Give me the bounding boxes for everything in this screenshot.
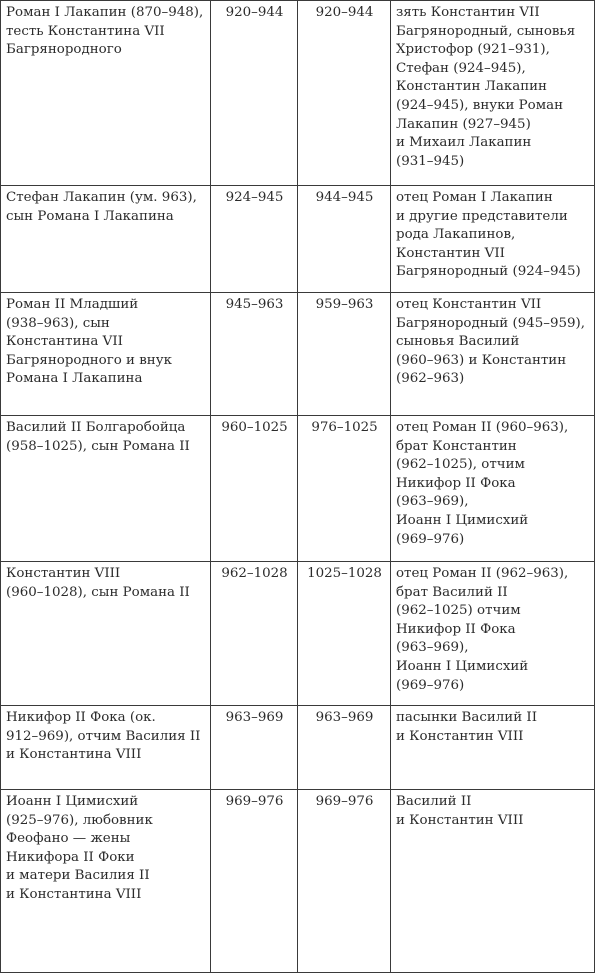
ruler-line: Стефан Лакапин (ум. 963),: [6, 190, 197, 205]
ruler-cell: [1, 186, 211, 293]
relations-line: (931–945): [396, 153, 465, 169]
ruler-line: сын Романа I Лакапина: [6, 208, 174, 224]
ruler-line: (938–963), сын: [6, 315, 110, 331]
relations-line: Лакапин (927–945): [396, 116, 531, 132]
relations-line: (962–1025), отчим: [396, 457, 525, 473]
table-row: [1, 293, 595, 416]
sole-reign-years-cell: 963–969: [298, 706, 391, 790]
ruler-line: Никифора II Фоки: [6, 849, 135, 865]
ruler-cell: [1, 293, 211, 416]
relations-line: Багрянородный, сыновья: [396, 23, 576, 39]
relations-line: (969–976): [396, 677, 465, 693]
ruler-cell: [1, 562, 211, 706]
relations-line: отец Роман II (962–963),: [396, 566, 569, 581]
sole-reign-years-cell: 920–944: [298, 1, 391, 186]
relations-line: Василий II: [396, 794, 472, 809]
relations-line: пасынки Василий II: [396, 710, 537, 725]
ruler-line: Константина VII: [6, 334, 123, 350]
table-row: [1, 706, 595, 790]
reign-years-cell: 945–963: [211, 293, 298, 416]
relations-line: (962–963): [396, 371, 465, 387]
relations-line: сыновья Василий: [396, 334, 520, 350]
ruler-line: Романа I Лакапина: [6, 371, 143, 387]
relations-line: брат Василий II: [396, 584, 508, 600]
relations-line: брат Константин: [396, 438, 517, 454]
sole-reign-years-cell: 1025–1028: [298, 562, 391, 706]
table-row: [1, 562, 595, 706]
relations-line: Никифор II Фока: [396, 475, 516, 491]
relations-line: (960–963) и Константин: [396, 352, 567, 368]
reign-years-cell: 920–944: [211, 1, 298, 186]
relations-line: (963–969),: [396, 640, 469, 656]
sole-reign-years-cell: 976–1025: [298, 416, 391, 562]
relations-cell: [391, 790, 595, 973]
relations-cell: [391, 293, 595, 416]
relations-line: (969–976): [396, 531, 465, 547]
ruler-cell: [1, 706, 211, 790]
relations-line: и другие представители: [396, 208, 568, 224]
relations-line: Иоанн I Цимисхий: [396, 512, 529, 528]
relations-cell: [391, 416, 595, 562]
relations-cell: [391, 706, 595, 790]
relations-line: и Константин VIII: [396, 812, 524, 828]
ruler-line: 912–969), отчим Василия II: [6, 728, 201, 744]
relations-line: Багрянородный (945–959),: [396, 315, 586, 331]
reign-years-cell: 924–945: [211, 186, 298, 293]
sole-reign-years-cell: 944–945: [298, 186, 391, 293]
relations-line: отец Роман I Лакапин: [396, 190, 553, 205]
relations-cell: [391, 562, 595, 706]
relations-line: и Михаил Лакапин: [396, 135, 532, 151]
relations-line: отец Роман II (960–963),: [396, 420, 569, 435]
ruler-cell: [1, 1, 211, 186]
ruler-line: и Константина VIII: [6, 747, 142, 763]
relations-line: Багрянородный (924–945): [396, 264, 581, 280]
sole-reign-years-cell: 969–976: [298, 790, 391, 973]
relations-line: отец Константин VII: [396, 297, 542, 312]
ruler-line: Никифор II Фока (ок.: [6, 710, 156, 725]
relations-line: (963–969),: [396, 494, 469, 510]
relations-line: (962–1025) отчим: [396, 603, 521, 619]
table-row: [1, 1, 595, 186]
relations-line: зять Константин VII: [396, 5, 540, 20]
ruler-line: Константин VIII: [6, 566, 121, 581]
ruler-line: Роман II Младший: [6, 297, 139, 312]
relations-line: Константин Лакапин: [396, 79, 547, 95]
ruler-line: (925–976), любовник: [6, 812, 153, 828]
ruler-line: (958–1025), сын Романа II: [6, 438, 190, 454]
table-row: [1, 790, 595, 973]
relations-line: (924–945), внуки Роман: [396, 97, 564, 113]
ruler-line: Багрянородного и внук: [6, 352, 172, 368]
reign-years-cell: 963–969: [211, 706, 298, 790]
ruler-line: тесть Константина VII: [6, 23, 165, 39]
relations-line: Константин VII: [396, 245, 505, 261]
relations-line: Иоанн I Цимисхий: [396, 658, 529, 674]
ruler-cell: [1, 790, 211, 973]
ruler-cell: [1, 416, 211, 562]
ruler-line: и матери Василия II: [6, 868, 150, 884]
relations-line: Стефан (924–945),: [396, 60, 526, 76]
reign-years-cell: 960–1025: [211, 416, 298, 562]
ruler-line: Роман I Лакапин (870–948),: [6, 5, 204, 20]
relations-line: рода Лакапинов,: [396, 227, 516, 243]
sole-reign-years-cell: 959–963: [298, 293, 391, 416]
ruler-line: Василий II Болгаробойца: [6, 420, 186, 435]
ruler-line: (960–1028), сын Романа II: [6, 584, 190, 600]
relations-cell: [391, 1, 595, 186]
ruler-line: и Константина VIII: [6, 886, 142, 902]
relations-line: и Константин VIII: [396, 728, 524, 744]
relations-line: Никифор II Фока: [396, 621, 516, 637]
relations-cell: [391, 186, 595, 293]
reign-years-cell: 962–1028: [211, 562, 298, 706]
ruler-line: Иоанн I Цимисхий: [6, 794, 139, 809]
reign-years-cell: 969–976: [211, 790, 298, 973]
table-row: [1, 416, 595, 562]
table-row: [1, 186, 595, 293]
relations-line: Христофор (921–931),: [396, 42, 550, 58]
ruler-line: Багрянородного: [6, 42, 122, 58]
ruler-line: Феофано — жены: [6, 831, 131, 847]
